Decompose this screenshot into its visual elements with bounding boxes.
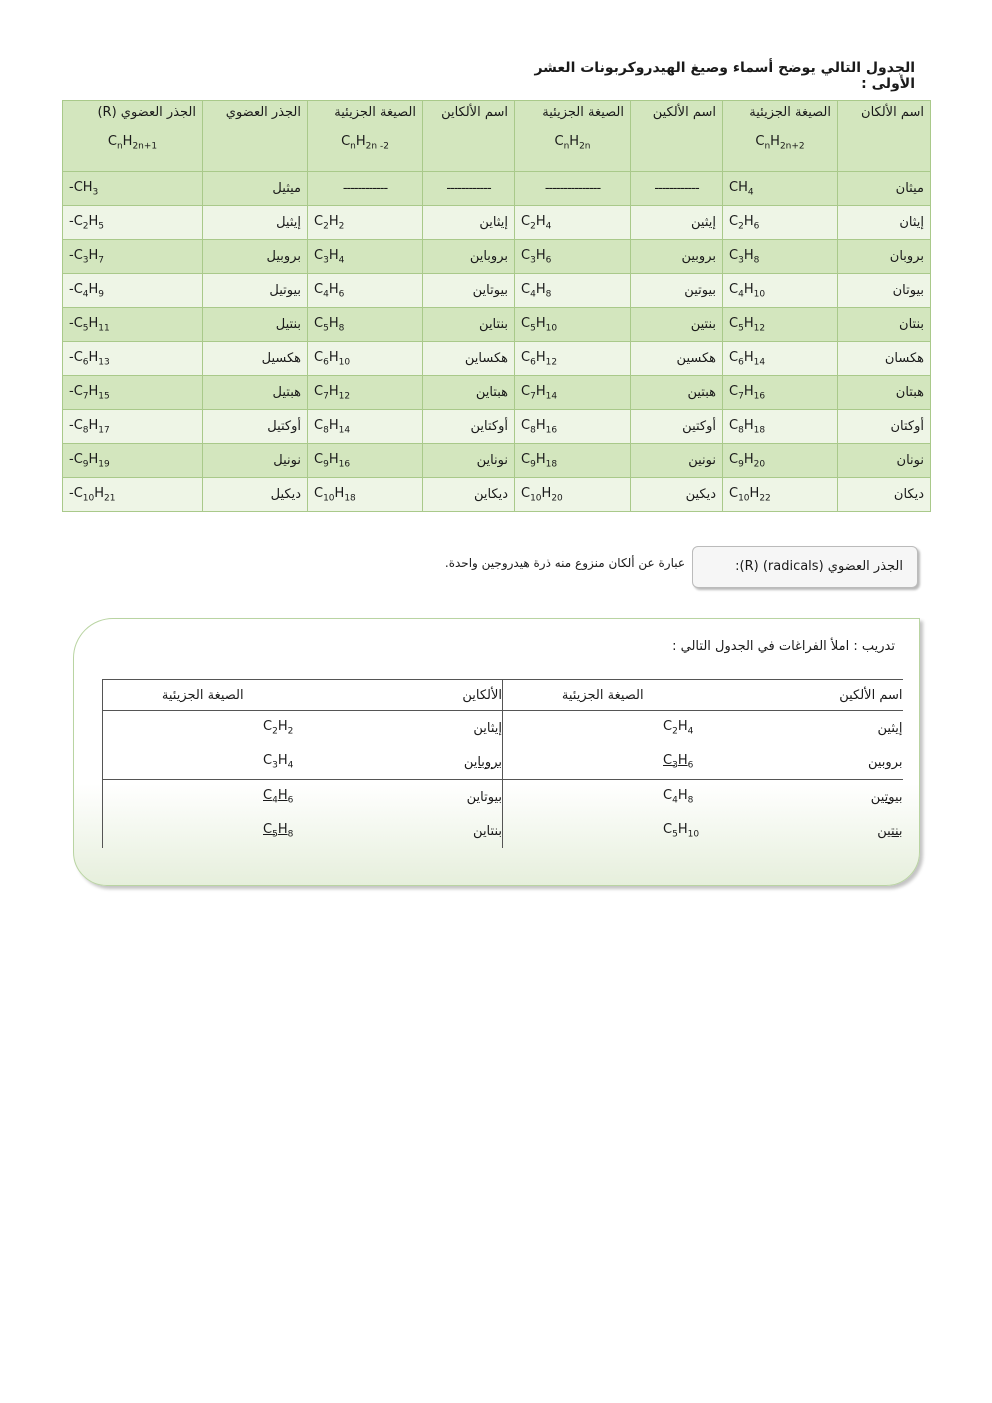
exercise-panel — [73, 618, 920, 886]
alkene-name-cell: هكسين — [631, 342, 723, 376]
ex-alkene-formula-cell: $C_5H_{10}$ — [503, 814, 703, 848]
header-alkene-name: اسم الألكين — [631, 101, 723, 172]
header-radical-name: الجذر العضوي — [203, 101, 308, 172]
alkane-formula-cell: $C_6H_{14}$ — [723, 342, 838, 376]
ex-alkene-name-cell: بيوتين — [703, 780, 903, 815]
alkane-general-formula: $C_nH_{2n+2}$ — [755, 134, 805, 152]
table-row — [63, 172, 931, 206]
alkyne-formula-cell: $C_2H_2$ — [308, 206, 423, 240]
alkyne-formula-cell: $C_6H_{10}$ — [308, 342, 423, 376]
alkene-name-cell: ------------ — [631, 172, 723, 206]
radical-formula-cell: $-CH_3$ — [63, 172, 203, 206]
alkane-formula-cell: $C_4H_{10}$ — [723, 274, 838, 308]
alkyne-name-cell: إيثاين — [423, 206, 515, 240]
exercise-table — [102, 679, 903, 848]
alkyne-formula-cell: $C_5H_8$ — [308, 308, 423, 342]
alkane-name-cell: هكسان — [838, 342, 931, 376]
radical-name-cell: بروبيل — [203, 240, 308, 274]
exercise-row — [103, 745, 903, 780]
ex-header-alkyne-name: الألكاين — [303, 680, 503, 711]
ex-alkyne-formula-cell: $C_4H_6$ — [103, 780, 303, 815]
ex-alkene-name-cell: إيثين — [877, 720, 903, 736]
radical-name-cell: هكسيل — [203, 342, 308, 376]
ex-header-alkene-formula: الصيغة الجزيئية — [503, 680, 703, 711]
alkene-formula-cell: $C_5H_{10}$ — [515, 308, 631, 342]
alkyne-name-cell: بروباين — [423, 240, 515, 274]
alkane-name-cell: بنتان — [838, 308, 931, 342]
alkyne-name-cell: بيوتاين — [423, 274, 515, 308]
alkyne-formula-cell: $C_4H_6$ — [308, 274, 423, 308]
alkane-formula-cell: $C_3H_8$ — [723, 240, 838, 274]
alkene-formula-cell: --------------- — [515, 172, 631, 206]
table-row — [63, 308, 931, 342]
ex-alkyne-name-cell: بروباين — [463, 754, 502, 770]
alkene-general-formula: $C_nH_{2n}$ — [554, 134, 591, 152]
radical-name-cell: نونيل — [203, 444, 308, 478]
ex-alkene-name-cell: بنتين — [877, 823, 903, 839]
page-title: الجدول التالي يوضح أسماء وصيغ الهيدروكربونات العشر الأولى : — [534, 60, 915, 92]
table-row — [63, 478, 931, 512]
alkene-name-cell: بيوتين — [631, 274, 723, 308]
ex-alkyne-name-cell: بيوتاين — [303, 780, 503, 815]
radical-formula-cell: $-C_9H_{19}$ — [63, 444, 203, 478]
radical-formula-cell: $-C_3H_7$ — [63, 240, 203, 274]
radical-formula-cell: $-C_2H_5$ — [63, 206, 203, 240]
alkene-formula-cell: $C_3H_6$ — [515, 240, 631, 274]
radical-formula-cell: $-C_5H_{11}$ — [63, 308, 203, 342]
ex-alkene-formula-cell: $C_3H_6$ — [503, 745, 703, 780]
ex-header-alkene-name: اسم الألكين — [703, 680, 903, 711]
alkyne-name-cell: نوناين — [423, 444, 515, 478]
alkyne-formula-cell: $C_8H_{14}$ — [308, 410, 423, 444]
ex-alkene-formula-cell: $C_2H_4$ — [503, 711, 703, 746]
alkyne-general-formula: $C_nH_{2n -2}$ — [341, 134, 389, 152]
ex-alkyne-formula-cell: $C_2H_2$ — [103, 711, 303, 746]
alkyne-name-cell: أوكتاين — [423, 410, 515, 444]
alkane-name-cell: هبتان — [838, 376, 931, 410]
alkene-name-cell: هبتين — [631, 376, 723, 410]
alkyne-formula-cell: $C_7H_{12}$ — [308, 376, 423, 410]
alkene-formula-cell: $C_8H_{16}$ — [515, 410, 631, 444]
alkane-name-cell: نونان — [838, 444, 931, 478]
header-radical-formula: الجذر العضوي (R) $C_nH_{2n+1}$ — [63, 101, 203, 172]
exercise-header — [103, 680, 903, 711]
table-row — [63, 206, 931, 240]
ex-alkyne-formula-cell: $C_5H_8$ — [103, 814, 303, 848]
radical-formula-cell: $-C_6H_{13}$ — [63, 342, 203, 376]
alkene-name-cell: أوكتين — [631, 410, 723, 444]
alkane-name-cell: بروبان — [838, 240, 931, 274]
alkene-formula-cell: $C_7H_{14}$ — [515, 376, 631, 410]
radical-definition-text: عبارة عن ألكان منزوع منه ذرة هيدروجين واحدة. — [444, 556, 685, 570]
table-row — [63, 376, 931, 410]
radical-definition-label: الجذر العضوي (radicals) (R): — [692, 546, 918, 588]
alkane-name-cell: أوكتان — [838, 410, 931, 444]
header-alkene-formula: الصيغة الجزيئية $C_nH_{2n}$ — [515, 101, 631, 172]
table-row — [63, 274, 931, 308]
alkane-formula-cell: $C_{10}H_{22}$ — [723, 478, 838, 512]
exercise-row — [103, 711, 903, 746]
radical-general-formula: $C_nH_{2n+1}$ — [107, 134, 158, 152]
radical-name-cell: بيوتيل — [203, 274, 308, 308]
alkane-formula-cell: $C_5H_{12}$ — [723, 308, 838, 342]
alkyne-name-cell: بنتاين — [423, 308, 515, 342]
alkene-formula-cell: $C_{10}H_{20}$ — [515, 478, 631, 512]
alkene-formula-cell: $C_4H_8$ — [515, 274, 631, 308]
radical-formula-cell: $-C_4H_9$ — [63, 274, 203, 308]
table-row — [63, 410, 931, 444]
alkane-formula-cell: $C_9H_{20}$ — [723, 444, 838, 478]
alkyne-name-cell: هكساين — [423, 342, 515, 376]
alkane-name-cell: إيثان — [838, 206, 931, 240]
header-alkane-formula: الصيغة الجزيئية $C_nH_{2n+2}$ — [723, 101, 838, 172]
ex-alkyne-name-cell: إيثاين — [473, 720, 502, 736]
alkyne-name-cell: هبتاين — [423, 376, 515, 410]
radical-formula-cell: $-C_{10}H_{21}$ — [63, 478, 203, 512]
alkyne-formula-cell: $C_9H_{16}$ — [308, 444, 423, 478]
alkene-formula-cell: $C_9H_{18}$ — [515, 444, 631, 478]
alkane-name-cell: ديكان — [838, 478, 931, 512]
alkane-formula-cell: $CH_4$ — [723, 172, 838, 206]
table-row — [63, 342, 931, 376]
table-row — [63, 444, 931, 478]
alkane-name-cell: بيوتان — [838, 274, 931, 308]
header-alkane-name: اسم الألكان — [838, 101, 931, 172]
radical-name-cell: أوكتيل — [203, 410, 308, 444]
alkane-name-cell: ميثان — [838, 172, 931, 206]
alkene-formula-cell: $C_2H_4$ — [515, 206, 631, 240]
alkyne-formula-cell: $C_3H_4$ — [308, 240, 423, 274]
alkene-name-cell: بروبين — [631, 240, 723, 274]
table-header — [63, 101, 931, 172]
ex-alkene-formula-cell: $C_4H_8$ — [503, 780, 703, 815]
ex-header-alkyne-formula: الصيغة الجزيئية — [103, 680, 303, 711]
radical-name-cell: هبتيل — [203, 376, 308, 410]
ex-alkyne-name-cell: بنتاين — [473, 823, 502, 839]
ex-alkyne-formula-cell: $C_3H_4$ — [103, 745, 303, 780]
radical-name-cell: ديكيل — [203, 478, 308, 512]
alkane-formula-cell: $C_2H_6$ — [723, 206, 838, 240]
alkane-formula-cell: $C_7H_{16}$ — [723, 376, 838, 410]
alkene-name-cell: نونين — [631, 444, 723, 478]
alkene-name-cell: ديكين — [631, 478, 723, 512]
alkyne-formula-cell: ------------ — [308, 172, 423, 206]
radical-name-cell: إيثيل — [203, 206, 308, 240]
radical-formula-cell: $-C_8H_{17}$ — [63, 410, 203, 444]
radical-formula-cell: $-C_7H_{15}$ — [63, 376, 203, 410]
header-alkyne-name: اسم الألكاين — [423, 101, 515, 172]
alkyne-name-cell: ديكاين — [423, 478, 515, 512]
radical-name-cell: ميثيل — [203, 172, 308, 206]
alkene-name-cell: بنتين — [631, 308, 723, 342]
table-row — [63, 240, 931, 274]
hydrocarbons-table — [62, 100, 931, 512]
exercise-row — [103, 780, 903, 815]
alkene-formula-cell: $C_6H_{12}$ — [515, 342, 631, 376]
alkane-formula-cell: $C_8H_{18}$ — [723, 410, 838, 444]
exercise-row — [103, 814, 903, 848]
alkyne-name-cell: ------------ — [423, 172, 515, 206]
header-alkyne-formula: الصيغة الجزيئية $C_nH_{2n -2}$ — [308, 101, 423, 172]
ex-alkene-name-cell: بروبين — [867, 754, 903, 770]
radical-name-cell: بنتيل — [203, 308, 308, 342]
exercise-title: تدريب : املأ الفراغات في الجدول التالي : — [672, 639, 895, 654]
alkene-name-cell: إيثين — [631, 206, 723, 240]
alkyne-formula-cell: $C_{10}H_{18}$ — [308, 478, 423, 512]
